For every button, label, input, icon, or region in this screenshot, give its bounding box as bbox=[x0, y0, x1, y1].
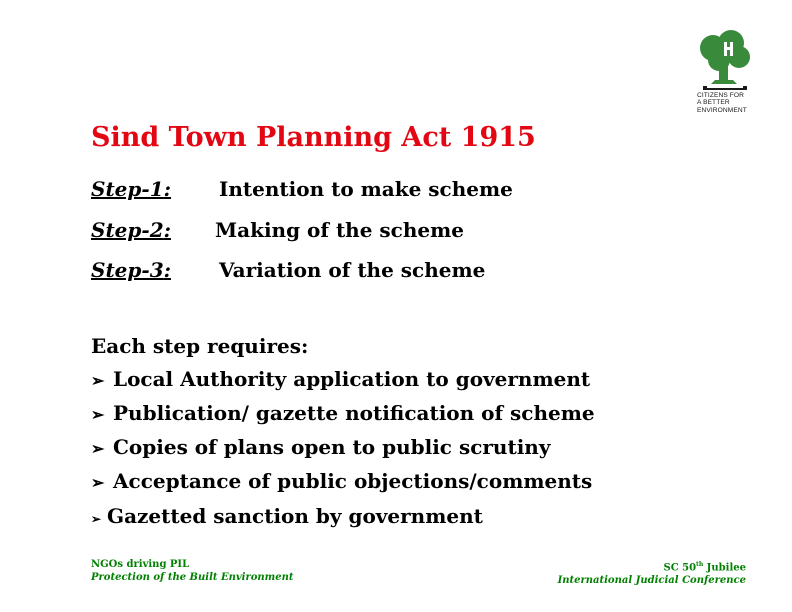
slide-title: Sind Town Planning Act 1915 bbox=[91, 122, 536, 153]
step-label: Step-3 bbox=[91, 258, 164, 282]
list-item-text: Publication/ gazette notification of scheme bbox=[113, 401, 595, 425]
list-item bbox=[91, 469, 592, 493]
list-item bbox=[91, 435, 550, 459]
list-item bbox=[91, 367, 590, 391]
arrow-bullet-icon: ➢ bbox=[91, 405, 105, 424]
step-row bbox=[91, 258, 486, 288]
step-text: Intention to make scheme bbox=[219, 177, 513, 201]
step-label: Step-2 bbox=[91, 218, 164, 242]
step-text: Variation of the scheme bbox=[219, 258, 486, 282]
footer-left-line2: Protection of the Built Environment bbox=[91, 572, 294, 583]
list-item-text: Local Authority application to government bbox=[113, 367, 591, 391]
arrow-bullet-icon: ➢ bbox=[91, 371, 105, 390]
arrow-bullet-icon: ➢ bbox=[91, 473, 105, 492]
footer-right-line1: SC 50th Jubilee bbox=[663, 561, 746, 574]
step-text: Making of the scheme bbox=[215, 218, 465, 242]
logo-caption bbox=[697, 92, 757, 114]
step-colon: : bbox=[163, 258, 171, 282]
list-item bbox=[91, 504, 483, 528]
list-item bbox=[91, 401, 595, 425]
list-item-text: Acceptance of public objections/comments bbox=[113, 469, 593, 493]
footer-left bbox=[91, 558, 294, 584]
list-item-text: Copies of plans open to public scrutiny bbox=[113, 435, 551, 459]
footer-right-line2: International Judicial Conference bbox=[557, 575, 746, 587]
step-label: Step-1 bbox=[91, 177, 164, 201]
step-colon: : bbox=[163, 218, 171, 242]
logo-line-1: CITIZENS FOR bbox=[697, 92, 744, 99]
tree-icon bbox=[697, 30, 753, 92]
step-row bbox=[91, 177, 513, 207]
footer-right bbox=[558, 558, 746, 587]
list-item-text: Gazetted sanction by government bbox=[107, 504, 483, 528]
arrow-bullet-icon: ➢ bbox=[91, 439, 105, 458]
step-colon: : bbox=[163, 177, 171, 201]
logo-line-2: A BETTER bbox=[697, 99, 730, 107]
footer-left-line1: NGOs driving PIL bbox=[91, 559, 190, 570]
step-row bbox=[91, 218, 465, 248]
logo-line-3: ENVIRONMENT bbox=[697, 106, 747, 114]
requirements-heading: Each step requires: bbox=[91, 334, 309, 358]
arrow-bullet-icon: ➢ bbox=[91, 512, 102, 526]
